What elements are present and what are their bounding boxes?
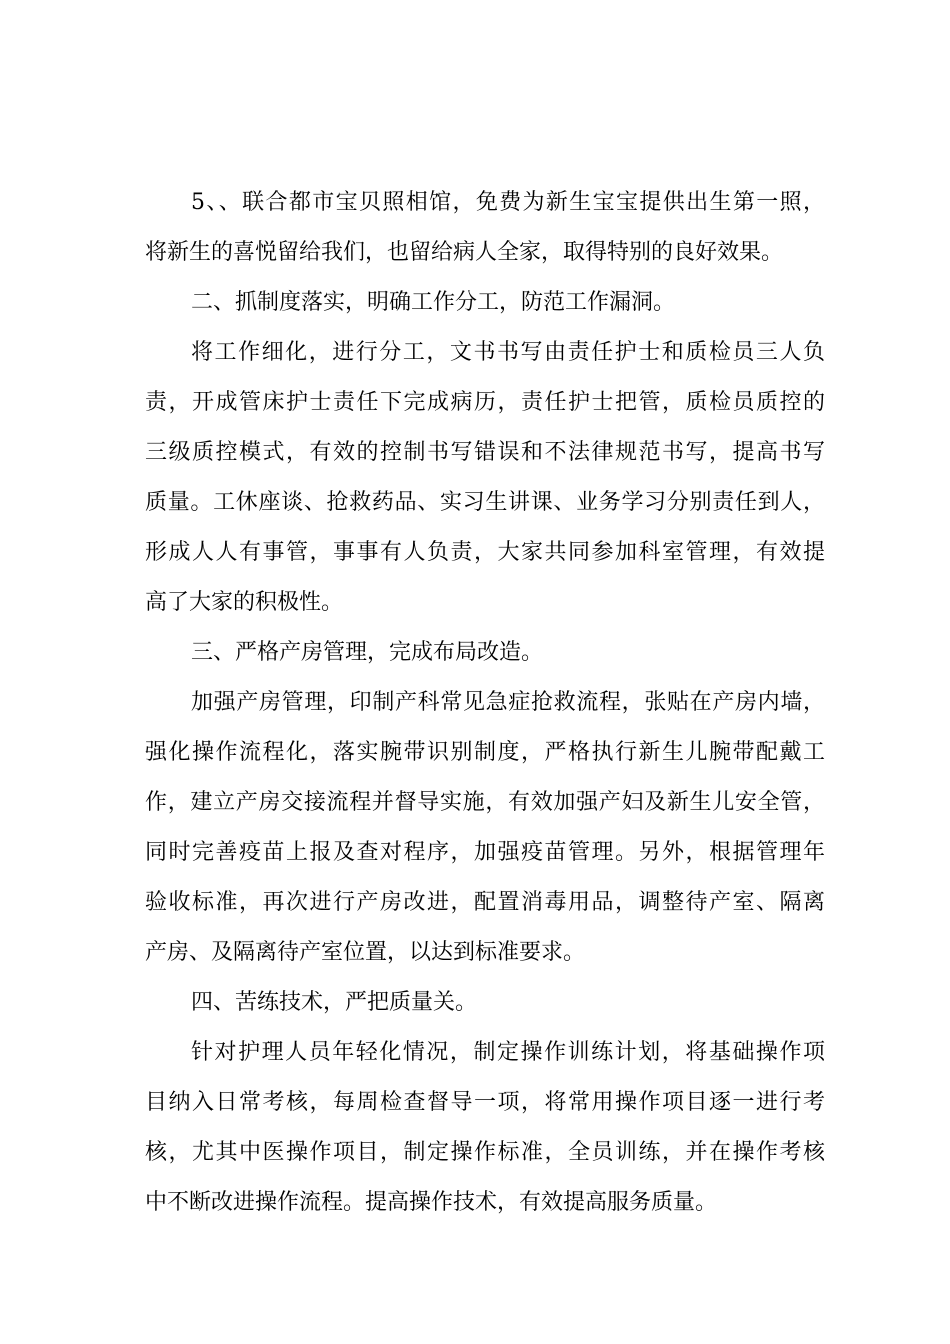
text-line: 强化操作流程化，落实腕带识别制度，严格执行新生儿腕带配戴工 bbox=[145, 740, 825, 765]
text-line: 三、严格产房管理，完成布局改造。 bbox=[191, 640, 544, 665]
text-line: 针对护理人员年轻化情况，制定操作训练计划，将基础操作项 bbox=[191, 1040, 825, 1065]
text-line: 责，开成管床护士责任下完成病历，责任护士把管，质检员质控的 bbox=[145, 390, 825, 415]
text-line: 验收标准，再次进行产房改进，配置消毒用品，调整待产室、隔离 bbox=[145, 890, 825, 915]
text-line: 同时完善疫苗上报及查对程序，加强疫苗管理。另外，根据管理年 bbox=[145, 840, 825, 865]
text-line: 5、、联合都市宝贝照相馆，免费为新生宝宝提供出生第一照， bbox=[191, 190, 825, 215]
text-line: 二、抓制度落实，明确工作分工，防范工作漏洞。 bbox=[191, 290, 676, 315]
text-line: 将新生的喜悦留给我们，也留给病人全家，取得特别的良好效果。 bbox=[145, 240, 784, 265]
text-line: 产房、及隔离待产室位置，以达到标准要求。 bbox=[145, 940, 586, 965]
text-line: 中不断改进操作流程。提高操作技术，有效提高服务质量。 bbox=[145, 1190, 718, 1215]
text-line: 四、苦练技术，严把质量关。 bbox=[191, 990, 478, 1015]
text-line: 核，尤其中医操作项目，制定操作标准，全员训练，并在操作考核 bbox=[145, 1140, 825, 1165]
text-line: 三级质控模式，有效的控制书写错误和不法律规范书写，提高书写 bbox=[145, 440, 825, 465]
text-line: 高了大家的积极性。 bbox=[145, 590, 344, 615]
text-line: 质量。工休座谈、抢救药品、实习生讲课、业务学习分别责任到人， bbox=[145, 490, 825, 515]
text-line: 加强产房管理，印制产科常见急症抢救流程，张贴在产房内墙， bbox=[191, 690, 825, 715]
text-line: 目纳入日常考核，每周检查督导一项，将常用操作项目逐一进行考 bbox=[145, 1090, 825, 1115]
text-line: 形成人人有事管，事事有人负责，大家共同参加科室管理，有效提 bbox=[145, 540, 825, 565]
document-body bbox=[145, 178, 825, 1228]
text-line: 将工作细化，进行分工，文书书写由责任护士和质检员三人负 bbox=[191, 340, 825, 365]
text-line: 作，建立产房交接流程并督导实施，有效加强产妇及新生儿安全管， bbox=[145, 790, 825, 815]
